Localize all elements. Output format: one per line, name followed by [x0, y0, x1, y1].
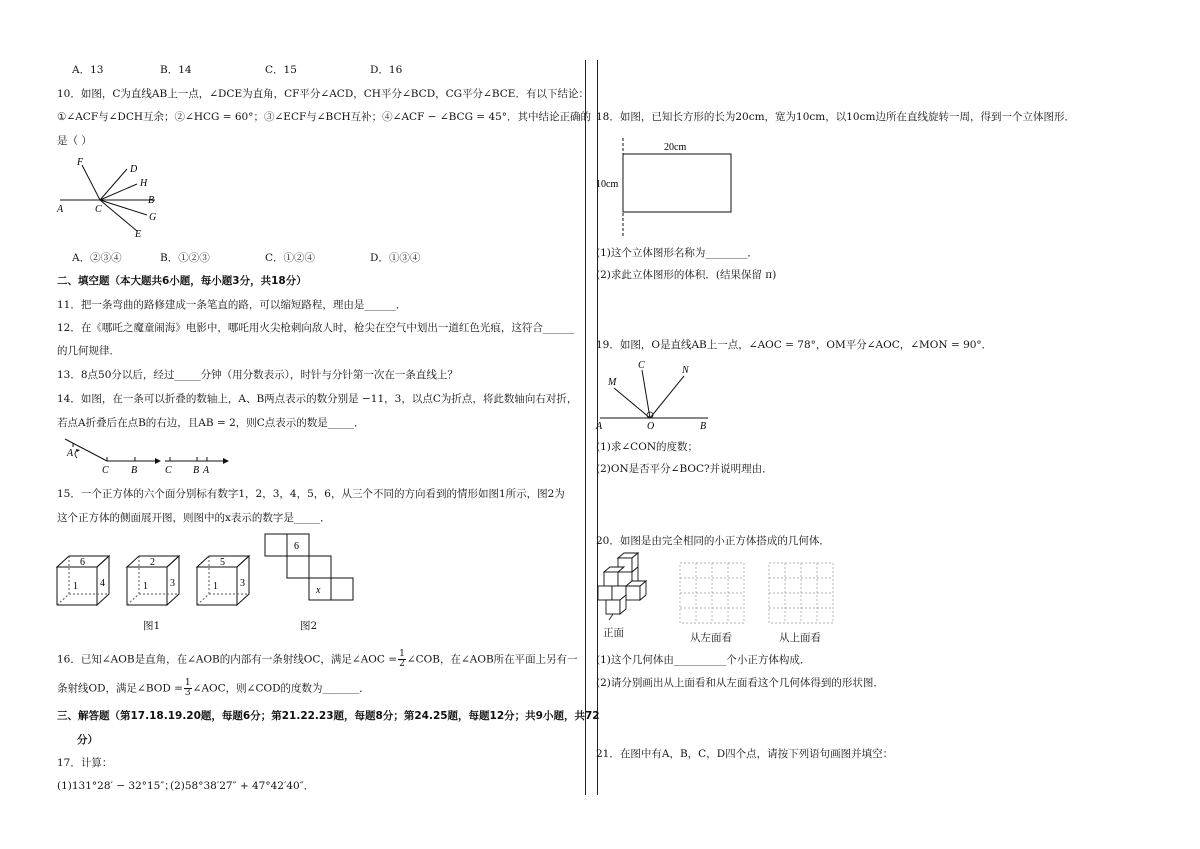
q20-sub2: (2)请分别画出从上面看和从左面看这个几何体得到的形状图． [596, 677, 884, 689]
q18-text: 18．如图，已知长方形的长为20cm，宽为10cm，以10cm边所在直线旋转一周，得到一个立体图形． [596, 111, 1075, 123]
q16-line2-part-b: ∠AOC，则∠COD的度数为_______． [192, 682, 370, 695]
q16-line2-part-a: 条射线OD，满足∠BOD = [57, 682, 183, 695]
q16-fraction2 [184, 679, 192, 698]
cube1-front: 1 [73, 581, 78, 592]
q15-text-line1: 15．一个正方体的六个面分别标有数字1，2，3，4，5，6，从三个不同的方向看到的情形如图1所示，图2为 [57, 488, 565, 500]
q19-figure [596, 358, 716, 430]
q14-label-b1: B [131, 465, 138, 476]
q9-option-b: B．14 [160, 64, 192, 76]
q21-text: 21．在图中有A，B，C，D四个点，请按下列语句画图并填空： [596, 748, 894, 760]
cube-view-1 [57, 556, 109, 605]
q16-fraction1 [398, 650, 406, 669]
rect-width-label: 10cm [596, 179, 619, 190]
left-view-grid [679, 562, 747, 626]
q9-option-d: D．16 [370, 64, 403, 76]
q20-sub1: (1)这个几何体由__________个小正方体构成． [596, 654, 811, 666]
q18-sub1: (1)这个立体图形名称为________． [596, 247, 758, 259]
q10-label-d: D [130, 164, 138, 175]
cube3-side: 3 [240, 578, 245, 589]
q14-label-a1: A [67, 448, 74, 459]
net-six: 6 [294, 541, 299, 552]
section2-title: 二、填空题（本大题共6小题，每小题3分，共18分） [57, 275, 307, 287]
q14-text-line2: 若点A折叠后在点B的右边，且AB = 2，则C点表示的数是_____． [57, 417, 365, 429]
q9-option-a: A．13 [72, 64, 104, 76]
q16-text-line2 [57, 679, 370, 698]
q20-text: 20．如图是由完全相同的小正方体搭成的几何体． [596, 535, 830, 547]
cube2-top: 2 [150, 557, 155, 568]
cube-view-3 [197, 556, 249, 605]
q18-rectangle-figure [596, 138, 741, 238]
q14-label-c1: C [102, 465, 109, 476]
q10-label-b: B [148, 195, 155, 206]
q11-text: 11．把一条弯曲的路修建成一条笔直的路，可以缩短路程，理由是______． [57, 299, 407, 311]
q15-text-line2: 这个正方体的侧面展开图，则图中的x表示的数字是_____． [57, 512, 331, 524]
q16-frac2-den: 3 [184, 688, 191, 698]
q9-option-c: C．15 [265, 64, 297, 76]
q16-frac1-num: 1 [399, 649, 405, 659]
section3-title-line2: 分） [77, 734, 98, 746]
column-divider-left [585, 60, 586, 795]
q16-frac1-den: 2 [399, 659, 405, 669]
cube1-top: 6 [80, 557, 85, 568]
q10-label-h: H [140, 178, 148, 189]
cube3-top: 5 [220, 557, 225, 568]
cube2-front: 1 [143, 581, 148, 592]
q16-line1-part-b: ∠COB，在∠AOB所在平面上另有一 [406, 653, 578, 666]
cube2-side: 3 [170, 578, 175, 589]
q19-label-c: C [638, 360, 645, 371]
top-view-grid [768, 562, 836, 626]
cube-view-2 [127, 556, 179, 605]
q16-frac2-num: 1 [184, 678, 191, 688]
q10-figure [55, 155, 175, 240]
q13-text: 13．8点50分以后，经过_____分钟（用分数表示），时针与分针第一次在一条直线上？ [57, 369, 458, 381]
cube1-side: 4 [100, 578, 105, 589]
q19-label-m: M [608, 377, 617, 388]
q16-line1-part-a: 16．已知∠AOB是直角，在∠AOB的内部有一条射线OC，满足∠AOC = [57, 653, 398, 666]
q19-label-a: A [596, 421, 603, 432]
q10-option-d: D．①③④ [370, 252, 421, 264]
q10-label-f: F [77, 157, 84, 168]
q10-label-g: G [149, 212, 157, 223]
left-view-label: 从左面看 [690, 632, 732, 644]
net-x: x [316, 585, 321, 596]
q10-label-a: A [57, 204, 64, 215]
q14-figure [55, 436, 235, 476]
q18-sub2: (2)求此立体图形的体积．(结果保留 π) [596, 269, 777, 281]
section3-title-line1: 三、解答题（第17.18.19.20题，每题6分；第21.22.23题，每题8分；第24.25题，每题12分；共9小题，共72 [57, 710, 600, 722]
q10-text-line3: 是（ ） [57, 135, 92, 147]
q19-label-b: B [700, 421, 707, 432]
q20-solid-figure [596, 552, 666, 622]
q12-text-line2: 的几何规律． [57, 345, 120, 357]
cube3-front: 1 [213, 581, 218, 592]
front-label: 正面 [603, 627, 624, 639]
top-view-label: 从上面看 [779, 632, 821, 644]
q19-sub2: (2)ON是否平分∠BOC?并说明理由． [596, 463, 773, 475]
q10-text-line2: ①∠ACF与∠DCH互余；②∠HCG = 60°；③∠ECF与∠BCH互补；④∠ACF − ∠BCG = 45°．其中结论正确的 [57, 111, 592, 123]
q17-sub1: (1)131°28′ − 32°15″； [57, 780, 175, 792]
q14-text-line1: 14．如图，在一条可以折叠的数轴上，A、B两点表示的数分别是 −11，3，以点C为折点，将此数轴向右对折， [57, 393, 578, 405]
q16-text-line1 [57, 650, 578, 669]
q10-option-a: A．②③④ [72, 252, 122, 264]
rect-length-label: 20cm [664, 142, 687, 153]
q17-text: 17．计算： [57, 757, 113, 769]
q14-label-c2: C [165, 465, 172, 476]
q19-sub1: (1)求∠CON的度数； [596, 441, 699, 453]
q10-option-b: B．①②③ [160, 252, 210, 264]
q19-label-n: N [682, 365, 689, 376]
q14-label-a2: A [203, 465, 210, 476]
q15-cube-figure [55, 553, 255, 608]
q14-label-b2: B [193, 465, 200, 476]
q17-sub2: (2)58°38′27″ + 47°42′40″． [170, 780, 315, 792]
q10-text-line1: 10．如图，C为直线AB上一点，∠DCE为直角，CF平分∠ACD，CH平分∠BCD，CG平分∠BCE．有以下结论： [57, 88, 589, 100]
q19-label-o: O [647, 421, 655, 432]
fig1-label: 图1 [143, 620, 161, 632]
q10-label-c: C [95, 204, 102, 215]
q15-net-figure [264, 533, 354, 603]
q10-option-c: C．①②④ [265, 252, 316, 264]
fig2-label: 图2 [300, 620, 318, 632]
q10-label-e: E [135, 229, 142, 240]
q19-text: 19．如图，O是直线AB上一点，∠AOC = 78°，OM平分∠AOC，∠MON = 90°． [596, 339, 993, 351]
q12-text-line1: 12．在《哪吒之魔童闹海》电影中，哪吒用火尖枪刺向敌人时，枪尖在空气中划出一道红色光痕，这符合______ [57, 322, 575, 334]
